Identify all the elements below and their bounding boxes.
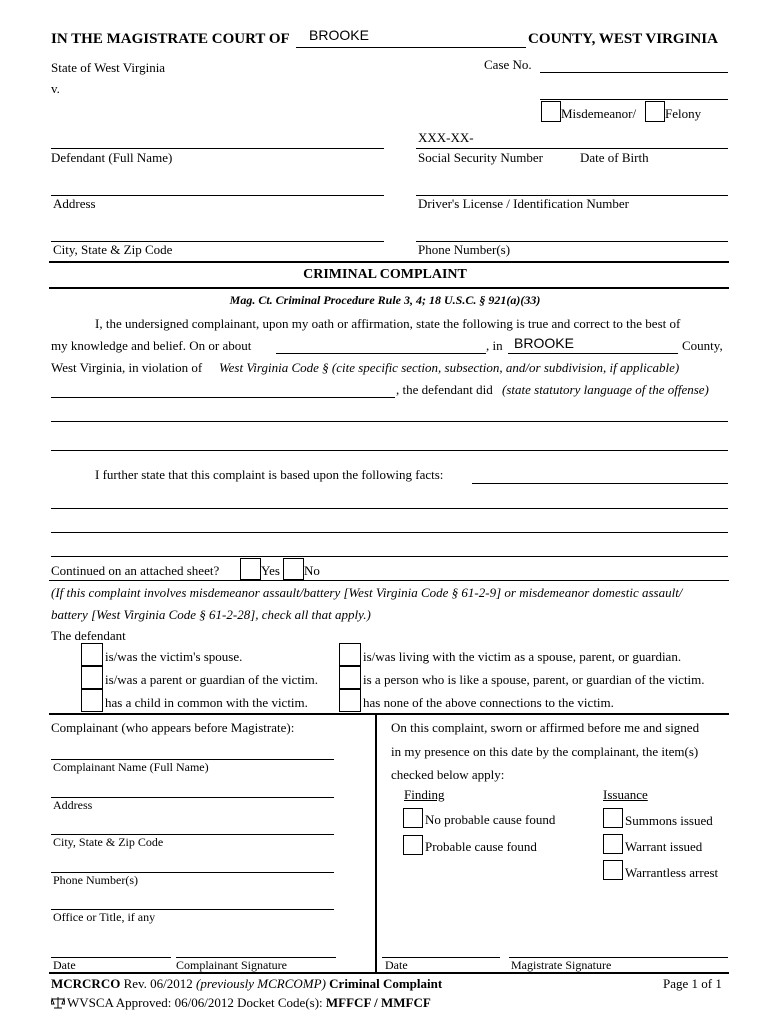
complainant-phone-label: Phone Number(s): [53, 873, 138, 887]
defendant-label: The defendant: [51, 628, 126, 643]
like-spouse-checkbox[interactable]: [339, 666, 361, 689]
yes-label: Yes: [261, 563, 280, 578]
option-label: has none of the above connections to the victim.: [363, 695, 614, 710]
option-label: is a person who is like a spouse, parent, or guardian of the victim.: [363, 672, 705, 687]
complaint-title: CRIMINAL COMPLAINT: [303, 267, 467, 282]
state-label: State of West Virginia: [51, 60, 166, 75]
domestic-note: battery [West Virginia Code § 61-2-28], check all that apply.): [51, 607, 371, 622]
defendant-name-label: Defendant (Full Name): [51, 150, 173, 165]
footer-divider: [49, 972, 729, 974]
case-no-field[interactable]: [540, 72, 728, 73]
misdemeanor-label: Misdemeanor/: [561, 106, 637, 121]
city-label: City, State & Zip Code: [53, 242, 173, 257]
offense-county-underline: [508, 353, 678, 354]
code-section-field[interactable]: [51, 397, 395, 398]
address-field[interactable]: [51, 195, 384, 196]
section-divider: [49, 261, 729, 263]
dob-label: Date of Birth: [580, 150, 649, 165]
warrantless-arrest-checkbox[interactable]: [603, 860, 623, 880]
complaint-text: West Virginia, in violation of: [51, 360, 203, 375]
phone-label: Phone Number(s): [418, 242, 511, 257]
continued-yes-checkbox[interactable]: [240, 558, 261, 580]
ssn-dob-field[interactable]: [416, 148, 728, 149]
form-id: [51, 976, 442, 992]
facts-line[interactable]: [51, 556, 728, 557]
option-label: is/was a parent or guardian of the victim.: [105, 672, 318, 687]
facts-label: I further state that this complaint is based upon the following facts:: [95, 467, 444, 482]
complaint-text: my knowledge and belief. On or about: [51, 338, 252, 353]
option-label: is/was living with the victim as a spouse, parent, or guardian.: [363, 649, 682, 664]
issuance-heading: Issuance: [603, 787, 648, 802]
complainant-city-label: City, State & Zip Code: [53, 835, 164, 849]
misdemeanor-checkbox[interactable]: [541, 101, 561, 122]
form-code: MCRCRCO: [51, 976, 121, 991]
complainant-date-label: Date: [53, 958, 76, 972]
section-divider: [49, 287, 729, 289]
warrant-issued-checkbox[interactable]: [603, 834, 623, 854]
code-instruction: West Virginia Code § (cite specific section, subsection, and/or subdivision, if applicable): [219, 360, 680, 375]
complaint-text: , in: [486, 338, 503, 353]
rule-citation: Mag. Ct. Criminal Procedure Rule 3, 4; 18 U.S.C. § 921(a)(33): [229, 293, 541, 307]
issuance-label: Summons issued: [625, 813, 713, 828]
felony-checkbox[interactable]: [645, 101, 665, 122]
court-suffix: COUNTY, WEST VIRGINIA: [528, 31, 718, 47]
ssn-label: Social Security Number: [418, 150, 543, 165]
section-divider: [49, 713, 729, 715]
column-divider: [375, 714, 377, 972]
statutory-instruction: (state statutory language of the offense): [502, 382, 709, 397]
magistrate-signature-label: Magistrate Signature: [511, 958, 612, 972]
complaint-text: I, the undersigned complainant, upon my oath or affirmation, state the following is true and correct to the best of: [95, 316, 681, 331]
magistrate-text: On this complaint, sworn or affirmed before me and signed: [391, 720, 700, 735]
no-label: No: [304, 563, 320, 578]
continued-no-checkbox[interactable]: [283, 558, 304, 580]
offense-description-line[interactable]: [51, 421, 728, 422]
issuance-label: Warrantless arrest: [625, 865, 719, 880]
continued-label: Continued on an attached sheet?: [51, 563, 220, 578]
finding-heading: Finding: [404, 787, 445, 802]
docket-codes: MFFCF / MMFCF: [325, 995, 431, 1010]
parent-checkbox[interactable]: [81, 666, 103, 689]
complainant-office-label: Office or Title, if any: [53, 910, 156, 924]
facts-line[interactable]: [51, 508, 728, 509]
address-label: Address: [53, 196, 96, 211]
approval-text: WVSCA Approved: 06/06/2012 Docket Code(s):: [67, 995, 326, 1010]
complainant-signature-label: Complainant Signature: [176, 958, 287, 972]
complaint-text: , the defendant did: [396, 382, 493, 397]
case-no-label: Case No.: [484, 57, 532, 72]
option-label: has a child in common with the victim.: [105, 695, 308, 710]
county-field[interactable]: BROOKE: [309, 27, 369, 43]
section-divider: [49, 580, 729, 581]
spouse-checkbox[interactable]: [81, 643, 103, 666]
facts-line[interactable]: [472, 483, 728, 484]
license-label: Driver's License / Identification Number: [418, 196, 629, 211]
magistrate-text: in my presence on this date by the complainant, the item(s): [391, 744, 699, 759]
page-number: Page 1 of 1: [663, 976, 722, 991]
option-label: is/was the victim's spouse.: [105, 649, 243, 664]
finding-label: No probable cause found: [425, 812, 556, 827]
versus-label: v.: [51, 81, 60, 96]
court-prefix: IN THE MAGISTRATE COURT OF: [51, 31, 290, 47]
complainant-address-label: Address: [53, 798, 93, 812]
probable-cause-checkbox[interactable]: [403, 835, 423, 855]
felony-label: Felony: [665, 106, 702, 121]
scales-icon: [51, 996, 65, 1009]
issuance-label: Warrant issued: [625, 839, 703, 854]
summons-issued-checkbox[interactable]: [603, 808, 623, 828]
ssn-prefix: XXX-XX-: [418, 130, 474, 145]
magistrate-text: checked below apply:: [391, 767, 505, 782]
magistrate-date-label: Date: [385, 958, 408, 972]
form-rev: Rev. 06/2012: [120, 976, 197, 991]
header-divider: [540, 99, 728, 100]
facts-line[interactable]: [51, 532, 728, 533]
complainant-address-field[interactable]: [51, 797, 334, 798]
domestic-note: (If this complaint involves misdemeanor assault/battery [West Virginia Code § 61-2-9] or misdemeanor domestic assault/: [51, 585, 683, 600]
complaint-text: County,: [682, 338, 723, 353]
no-probable-cause-checkbox[interactable]: [403, 808, 423, 828]
complainant-name-label: Complainant Name (Full Name): [53, 760, 209, 774]
form-name: Criminal Complaint: [325, 976, 443, 991]
living-with-checkbox[interactable]: [339, 643, 361, 666]
none-checkbox[interactable]: [339, 689, 361, 712]
approval-line: [51, 995, 431, 1011]
offense-county-field[interactable]: BROOKE: [514, 335, 574, 351]
offense-description-line[interactable]: [51, 450, 728, 451]
county-underline: [296, 47, 526, 48]
child-in-common-checkbox[interactable]: [81, 689, 103, 712]
defendant-name-field[interactable]: [51, 148, 384, 149]
complainant-heading: Complainant (who appears before Magistrate):: [51, 720, 295, 735]
form-previously: (previously MCRCOMP): [196, 976, 326, 991]
offense-date-field[interactable]: [276, 353, 486, 354]
finding-label: Probable cause found: [425, 839, 537, 854]
